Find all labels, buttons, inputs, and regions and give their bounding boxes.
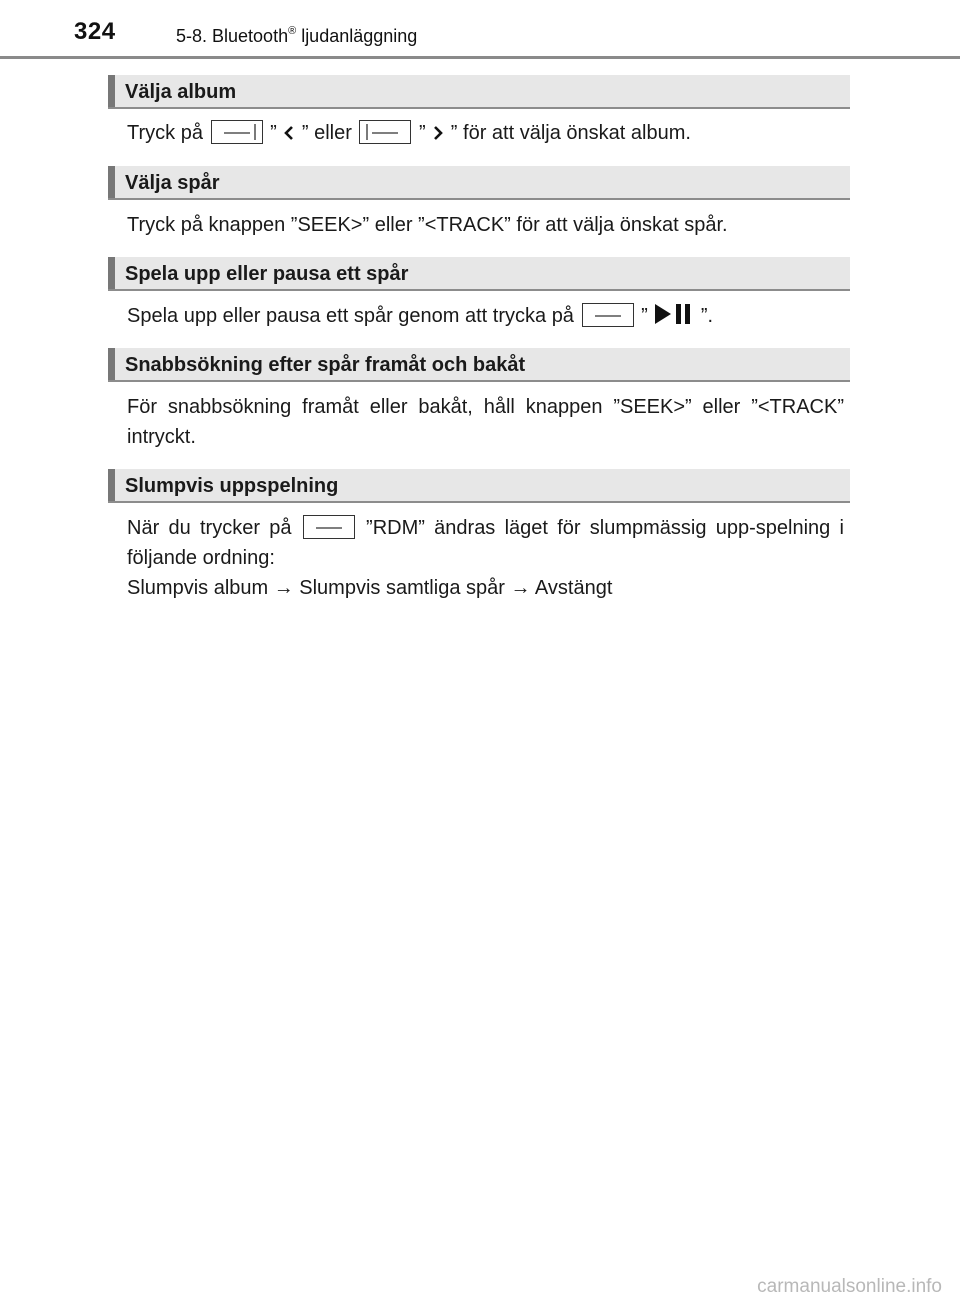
chevron-right-icon xyxy=(431,120,445,150)
page-header xyxy=(0,0,960,62)
section-title: Slumpvis uppspelning xyxy=(125,475,339,497)
registered-mark: ® xyxy=(288,25,297,37)
section-title: Välja spår xyxy=(125,172,220,194)
chevron-left-icon xyxy=(282,120,296,150)
paragraph-select-track: Tryck på knappen ”SEEK>” eller ”<TRACK” för att välja önskat spår. xyxy=(127,214,728,236)
watermark: carmanualsonline.info xyxy=(757,1276,942,1297)
section-heading-select-track xyxy=(108,166,850,200)
paragraph-text: Tryck på xyxy=(127,122,209,144)
steering-switch-icon xyxy=(359,120,411,144)
section-heading-random-play xyxy=(108,469,850,503)
section-title: Spela upp eller pausa ett spår xyxy=(125,263,409,285)
paragraph-select-album xyxy=(127,118,844,150)
section-title: Välja album xyxy=(125,81,237,103)
paragraph-fast-search: För snabbsökning framåt eller bakåt, håll knappen ”SEEK>” eller ”<TRACK” intryckt. xyxy=(127,396,844,448)
random-play-order: Slumpvis album → Slumpvis samtliga spår → Avstängt xyxy=(127,577,613,599)
steering-switch-icon xyxy=(211,120,263,144)
page-number: 324 xyxy=(74,18,116,45)
paragraph-text: När du trycker på xyxy=(127,517,301,539)
paragraph-text: ” för att välja önskat album. xyxy=(450,122,691,144)
steering-switch-icon xyxy=(303,515,355,539)
section-heading-select-album xyxy=(108,75,850,109)
section-heading-fast-search xyxy=(108,348,850,382)
chapter-title xyxy=(176,25,417,47)
paragraph-text: ”. xyxy=(700,305,714,327)
paragraph-random-play xyxy=(127,513,844,573)
paragraph-text: ” eller xyxy=(301,122,358,144)
paragraph-text: ” xyxy=(419,122,426,144)
paragraph-text: ” xyxy=(641,305,648,327)
paragraph-text: ”RDM” ändras läget för slumpmässig upp-spelning i följande ordning: xyxy=(127,517,844,569)
section-title: Snabbsökning efter spår framåt och bakåt xyxy=(125,354,526,376)
chapter-title-prefix: 5-8. Bluetooth xyxy=(176,26,289,46)
paragraph-text: Spela upp eller pausa ett spår genom att trycka på xyxy=(127,305,580,327)
play-pause-icon xyxy=(653,302,695,335)
paragraph-text: ” xyxy=(270,122,277,144)
steering-switch-icon xyxy=(582,303,634,327)
paragraph-play-pause xyxy=(127,301,844,335)
chapter-title-suffix: ljudanläggning xyxy=(296,26,418,46)
header-rule xyxy=(0,56,960,59)
section-heading-play-pause xyxy=(108,257,850,291)
